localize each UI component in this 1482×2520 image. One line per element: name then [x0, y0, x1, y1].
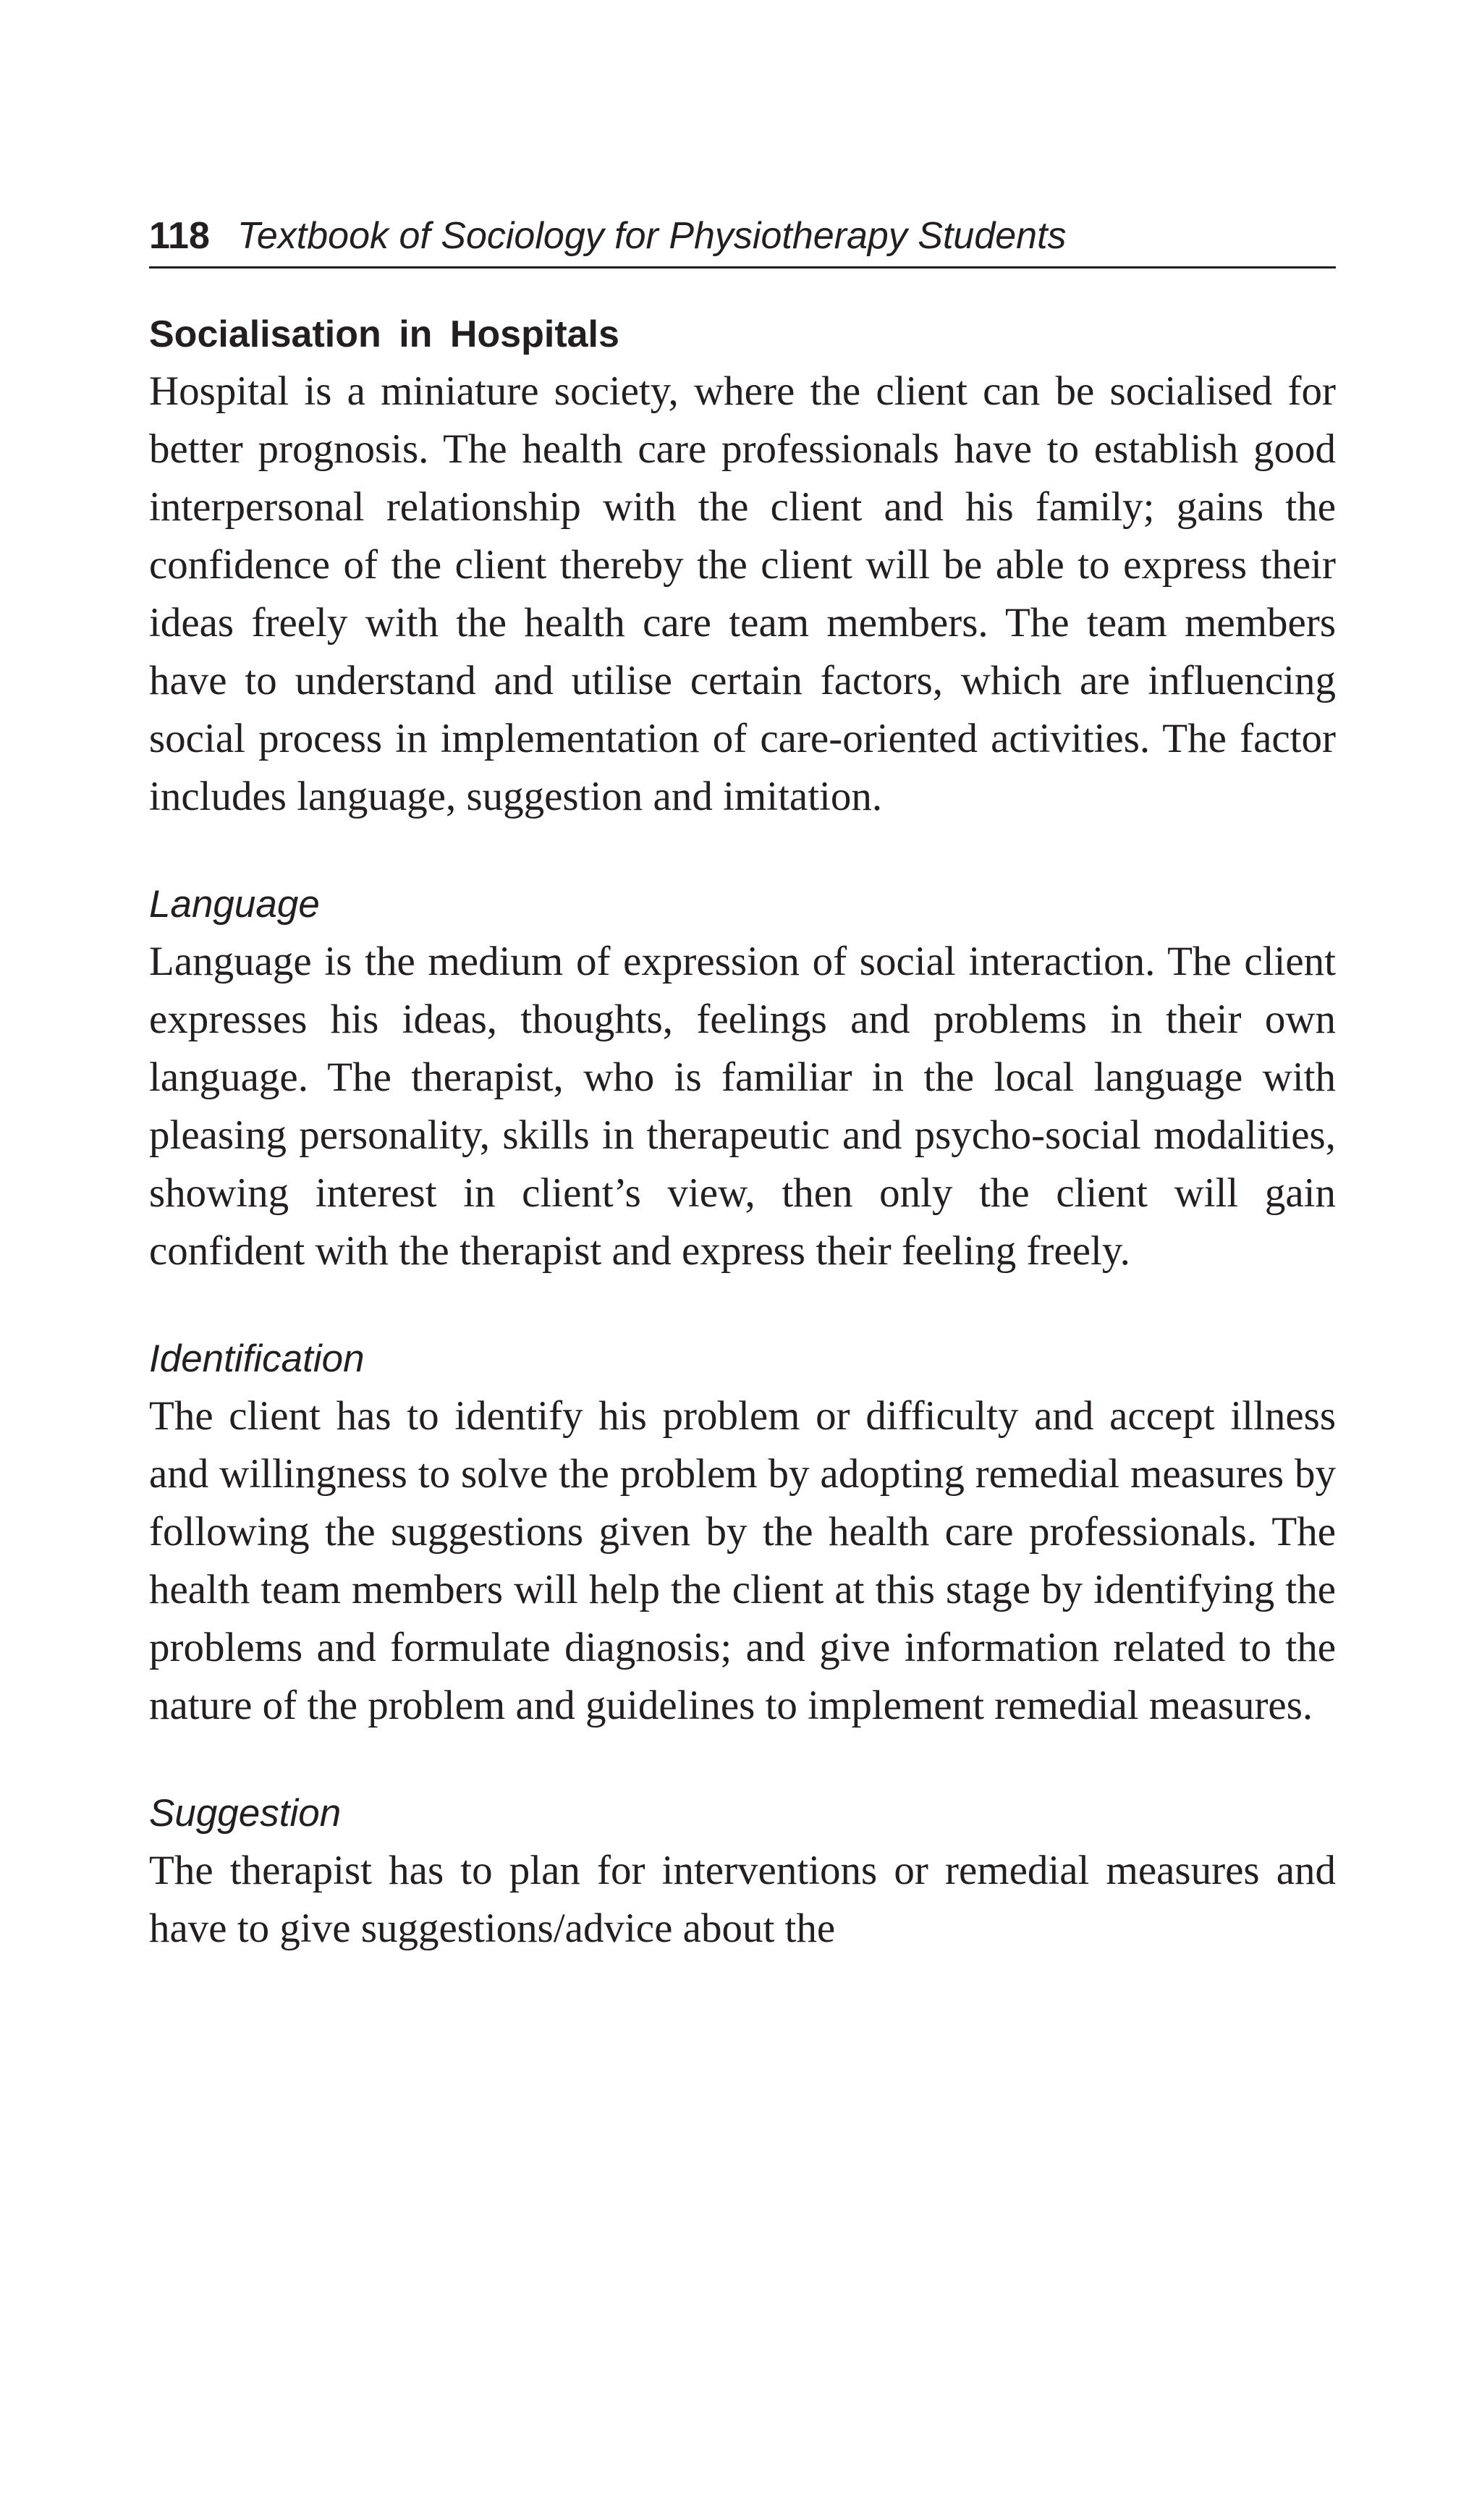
identification-paragraph: The client has to identify his problem or difficulty and accept illness and willingness to solve the problem by adopting remedial measures by following the suggestions given by the health care professionals. The health team members will help the client at this stage by identifying the problems and formulate diagnosis; and give information related to the nature of the problem and guidelines to implement remedial measures. — [149, 1393, 1336, 1728]
language-paragraph: Language is the medium of expression of social interaction. The client expresses his ideas, thoughts, feelings and problems in their own language. The therapist, who is familiar in the local language with pleasing personality, skills in therapeutic and psycho-social modalities, showing interest in client’s view, then only the client will gain confident with the therapist and express their feeling freely. — [149, 939, 1336, 1274]
page-number: 118 — [149, 215, 210, 257]
subsection-heading-identification: Identification — [149, 1337, 365, 1380]
book-title: Textbook of Sociology for Physiotherapy Students — [237, 215, 1067, 257]
running-head — [149, 214, 1336, 269]
subsection-heading-suggestion: Suggestion — [149, 1792, 342, 1835]
suggestion-paragraph: The therapist has to plan for interventions or remedial measures and have to give suggestions/advice about the — [149, 1848, 1336, 1951]
section-heading: Socialisation in Hospitals — [149, 313, 619, 355]
subsection-heading-language: Language — [149, 883, 320, 926]
intro-paragraph: Hospital is a miniature society, where the client can be socialised for better prognosis. The health care professionals have to establish good interpersonal relationship with the client and his family; gains the confidence of the client thereby the client will be able to express their ideas freely with the health care team members. The team members have to understand and utilise certain factors, which are influencing social process in implementation of care-oriented activities. The factor includes language, suggestion and imitation. — [149, 368, 1336, 819]
book-page — [149, 214, 1336, 1958]
